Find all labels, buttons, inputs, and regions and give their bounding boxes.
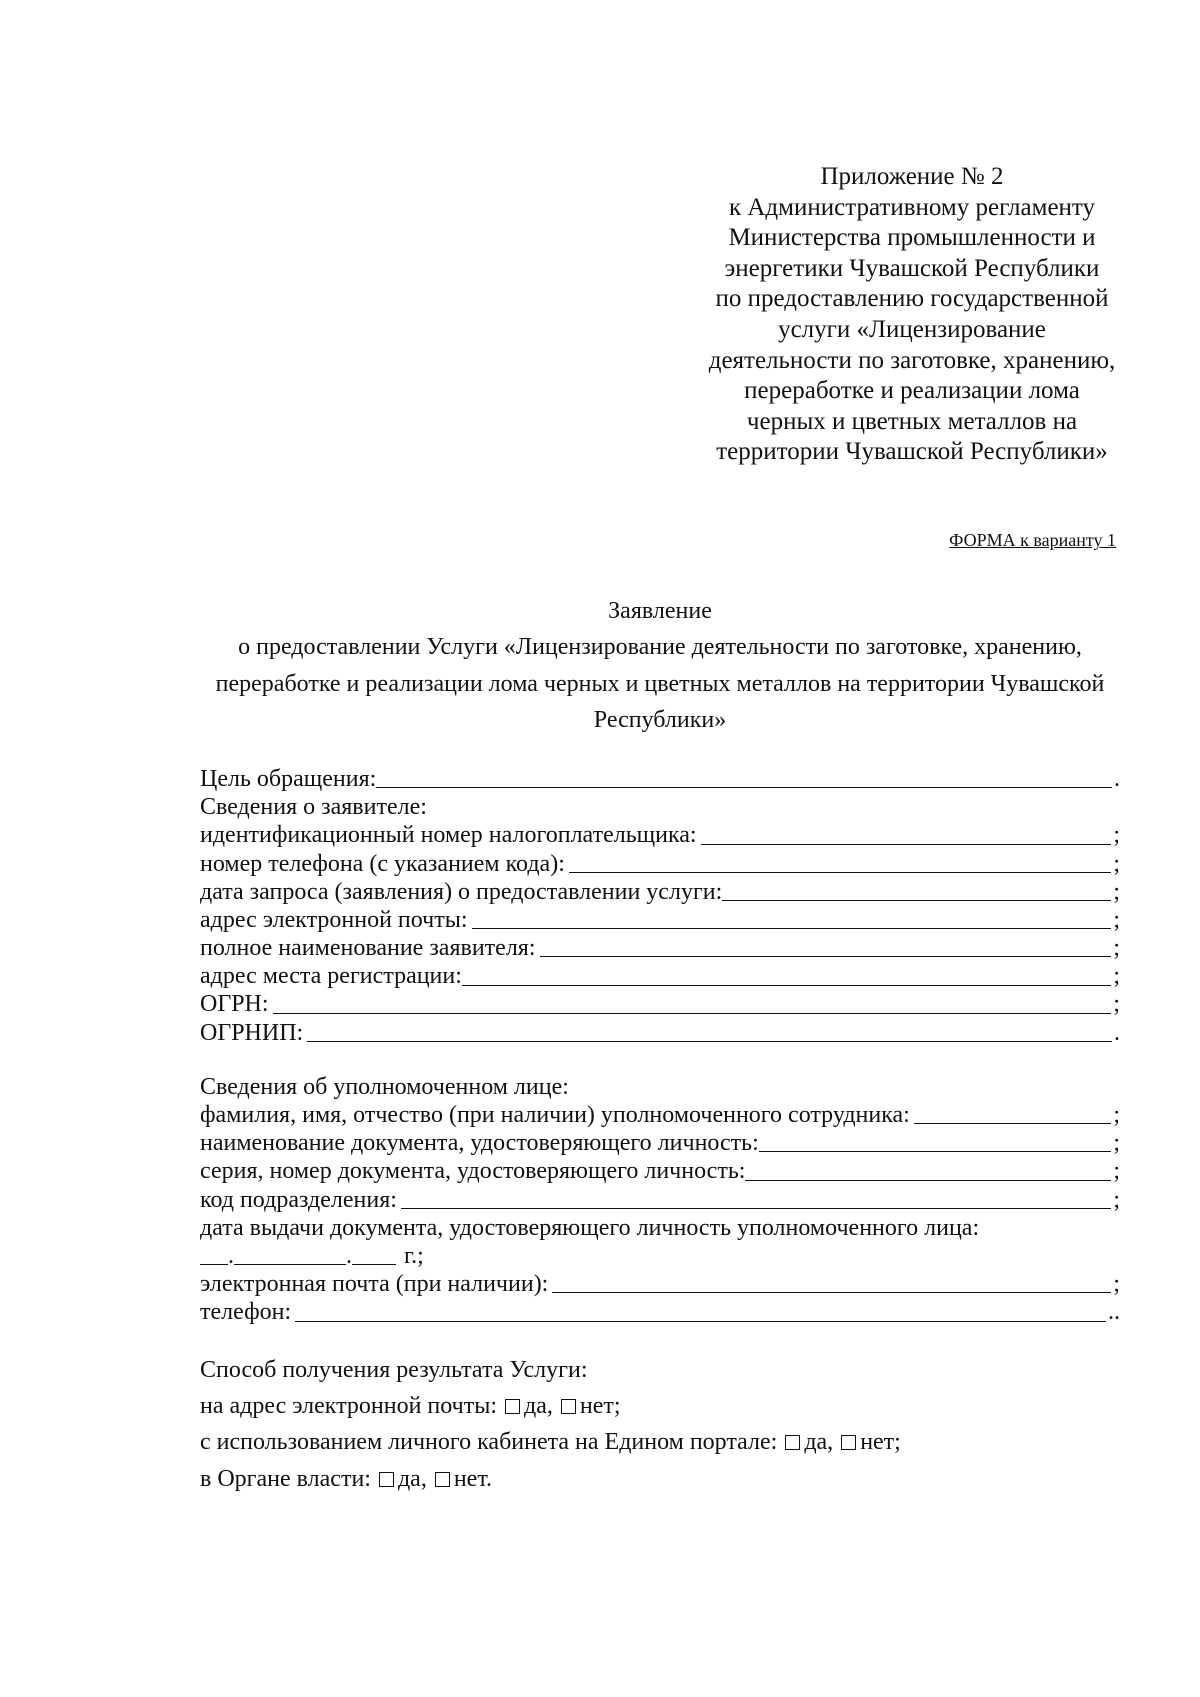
ogrn-field[interactable] [273, 991, 1112, 1014]
inn-label: идентификационный номер налогоплательщика: [200, 822, 697, 849]
inn-row [200, 821, 1120, 849]
date-separator: . [346, 1242, 352, 1269]
request-date-label: дата запроса (заявления) о предоставлении услуги: [200, 878, 723, 905]
appendix-line: к Административному регламенту [728, 193, 1096, 221]
year-suffix: г.; [404, 1242, 424, 1269]
line-terminator: ; [1113, 1186, 1120, 1213]
yes-label: да, [804, 1429, 834, 1456]
issue-day-field[interactable] [200, 1242, 228, 1265]
delivery-option-authority [200, 1461, 1120, 1497]
line-terminator: ; [1113, 935, 1120, 962]
appendix-header [672, 162, 1152, 468]
id-document-number-row [200, 1157, 1120, 1185]
application-form [200, 765, 1120, 1327]
line-terminator: ; [1113, 963, 1120, 990]
applicant-email-field[interactable] [472, 906, 1112, 929]
request-date-row [200, 878, 1120, 906]
appendix-line: энергетики Чувашской Республики [724, 254, 1100, 282]
yes-checkbox[interactable] [505, 1399, 520, 1414]
registration-address-row [200, 962, 1120, 990]
line-terminator: ; [1113, 822, 1120, 849]
ogrn-label: ОГРН: [200, 991, 269, 1018]
id-document-number-field[interactable] [745, 1158, 1111, 1181]
line-terminator: ; [1113, 906, 1120, 933]
representative-name-row [200, 1101, 1120, 1129]
appendix-line: по предоставлению государственной [715, 285, 1109, 313]
line-terminator: ; [1113, 991, 1120, 1018]
applicant-name-row [200, 934, 1120, 962]
representative-email-field[interactable] [552, 1270, 1111, 1293]
representative-name-label: фамилия, имя, отчество (при наличии) уполномоченного сотрудника: [200, 1102, 910, 1129]
line-terminator: ; [1113, 878, 1120, 905]
issue-date-row [200, 1242, 1120, 1270]
representative-email-label: электронная почта (при наличии): [200, 1271, 549, 1298]
division-code-label: код подразделения: [200, 1186, 397, 1213]
phone-code-row [200, 850, 1120, 878]
appendix-line: черных и цветных металлов на [746, 407, 1078, 435]
appendix-line: деятельности по заготовке, хранению, [708, 346, 1116, 374]
applicant-name-label: полное наименование заявителя: [200, 935, 536, 962]
applicant-name-field[interactable] [540, 934, 1112, 957]
id-document-name-field[interactable] [759, 1129, 1112, 1152]
no-label: нет. [453, 1465, 493, 1492]
line-terminator: .. [1108, 1299, 1120, 1326]
id-document-name-row [200, 1129, 1120, 1157]
delivery-option-portal [200, 1424, 1120, 1460]
line-terminator: ; [1113, 1271, 1120, 1298]
date-separator: . [228, 1242, 234, 1269]
division-code-row [200, 1186, 1120, 1214]
issue-month-field[interactable] [234, 1242, 346, 1265]
no-label: нет; [579, 1393, 621, 1420]
issue-date-label: дата выдачи документа, удостоверяющего личность уполномоченного лица: [200, 1214, 980, 1241]
appendix-line: Приложение № 2 [820, 163, 1004, 190]
title-line: Заявление [608, 598, 712, 624]
delivery-option-label: в Органе власти: [200, 1465, 371, 1492]
title-line: переработке и реализации лома черных и цветных металлов на территории Чувашской [215, 670, 1105, 697]
appendix-line: Министерства промышленности и [728, 224, 1096, 252]
applicant-email-row [200, 906, 1120, 934]
title-line: Республики» [593, 706, 727, 733]
yes-checkbox[interactable] [379, 1472, 394, 1487]
purpose-row [200, 765, 1120, 793]
no-checkbox[interactable] [435, 1472, 450, 1487]
representative-phone-field[interactable] [295, 1299, 1106, 1322]
ogrnip-row [200, 1019, 1120, 1047]
delivery-method-section [200, 1352, 1120, 1497]
yes-label: да, [524, 1393, 553, 1420]
representative-section-heading: Сведения об уполномоченном лице: [200, 1073, 569, 1100]
line-terminator: ; [1113, 1130, 1120, 1157]
line-terminator: ; [1113, 1158, 1120, 1185]
registration-address-field[interactable] [462, 963, 1111, 986]
representative-phone-label: телефон: [200, 1299, 292, 1326]
yes-label: да, [397, 1465, 427, 1492]
issue-year-field[interactable] [352, 1242, 396, 1265]
delivery-heading: Способ получения результата Услуги: [200, 1357, 588, 1383]
no-checkbox[interactable] [561, 1399, 576, 1414]
phone-code-label: номер телефона (с указанием кода): [200, 850, 565, 877]
representative-phone-row [200, 1298, 1120, 1326]
registration-address-label: адрес места регистрации: [200, 963, 462, 990]
inn-field[interactable] [701, 822, 1112, 845]
title-line: о предоставлении Услуги «Лицензирование деятельности по заготовке, хранению, [238, 634, 1082, 661]
ogrn-row [200, 991, 1120, 1019]
purpose-label: Цель обращения: [200, 765, 377, 792]
no-label: нет; [860, 1429, 901, 1456]
delivery-option-label: с использованием личного кабинета на Едином портале: [200, 1429, 778, 1456]
line-terminator: ; [1113, 1102, 1120, 1129]
delivery-option-label: на адрес электронной почты: [200, 1393, 497, 1420]
phone-code-field[interactable] [569, 850, 1111, 873]
no-checkbox[interactable] [841, 1435, 856, 1450]
applicant-section-heading: Сведения о заявителе: [200, 794, 427, 821]
request-date-field[interactable] [722, 878, 1111, 901]
id-document-name-label: наименование документа, удостоверяющего личность: [200, 1130, 759, 1157]
form-variant-label: ФОРМА к варианту 1 [949, 530, 1116, 550]
applicant-email-label: адрес электронной почты: [200, 906, 468, 933]
purpose-field[interactable] [376, 765, 1112, 788]
representative-email-row [200, 1270, 1120, 1298]
appendix-line: услуги «Лицензирование [778, 315, 1046, 343]
id-document-number-label: серия, номер документа, удостоверяющего личность: [200, 1158, 746, 1185]
division-code-field[interactable] [401, 1186, 1111, 1209]
document-title [195, 593, 1125, 738]
delivery-option-email [200, 1388, 1120, 1424]
line-terminator: . [1114, 1019, 1120, 1046]
appendix-line: территории Чувашской Республики» [716, 438, 1108, 466]
ogrnip-field[interactable] [307, 1019, 1112, 1042]
line-terminator: ; [1113, 850, 1120, 877]
ogrnip-label: ОГРНИП: [200, 1019, 304, 1046]
section-spacer [200, 1047, 1120, 1073]
line-terminator: . [1114, 765, 1120, 792]
appendix-line: переработке и реализации лома [744, 377, 1080, 405]
representative-name-field[interactable] [914, 1101, 1111, 1124]
yes-checkbox[interactable] [785, 1435, 800, 1450]
